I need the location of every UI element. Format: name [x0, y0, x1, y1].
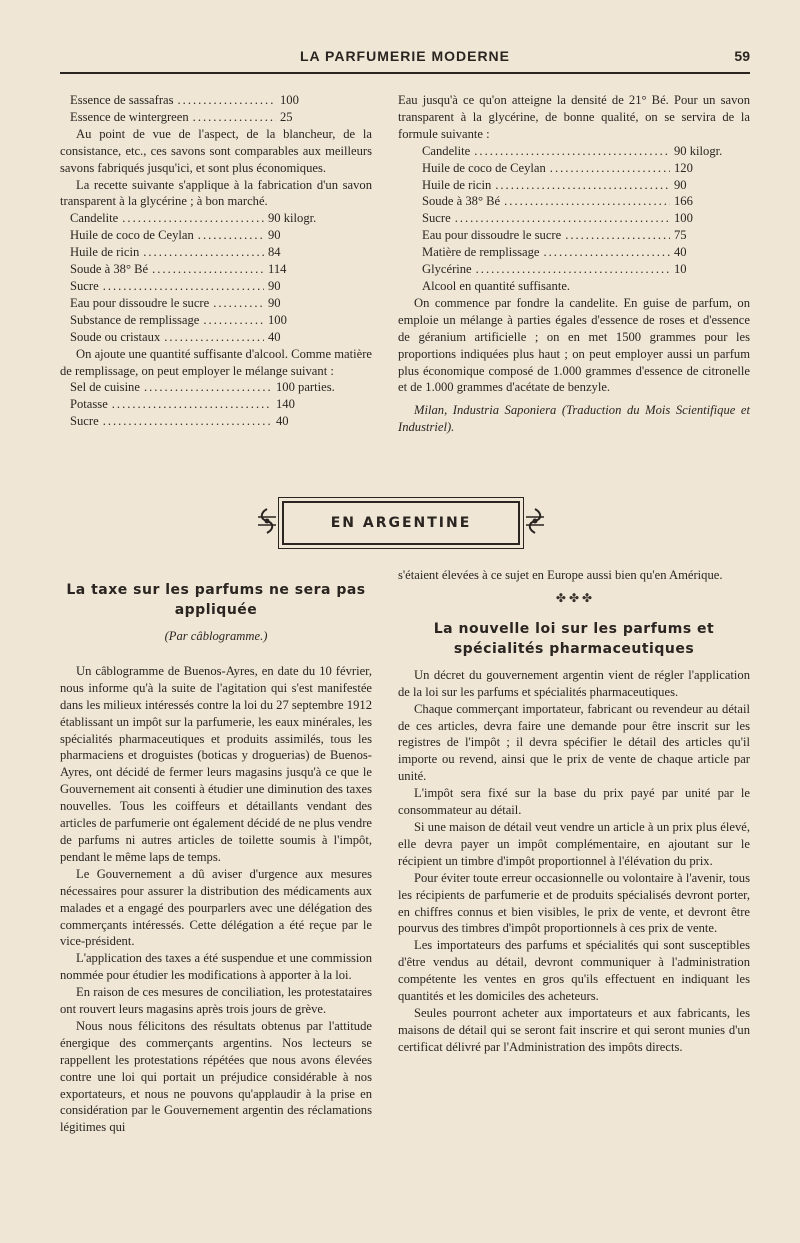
recipe-row: Sucre ..... 100	[398, 210, 722, 227]
recipe-row: Sucre ..... 40	[60, 413, 344, 430]
recipe-row: Potasse ..... 140	[60, 396, 344, 413]
separator-ornament: ✤ ✤ ✤	[555, 590, 593, 605]
paragraph: Le Gouvernement a dû aviser d'urgence aux mesures nécessaires pour assurer la distribution des médicaments aux malades et a engagé des pourparlers avec une délégation des commerçants intéressés. Cette délégation a été reçue par le vice-président.	[60, 866, 372, 949]
paragraph: On ajoute une quantité suffisante d'alcool. Comme matière de remplissage, on peut employer le mélange suivant :	[60, 346, 372, 378]
ornament-right-icon	[524, 507, 546, 535]
source-citation: Milan, Industria Saponiera (Traduction du Mois Scientifique et Industriel).	[398, 403, 750, 435]
recipe-row: Matière de remplissage ..... 40	[398, 244, 722, 261]
journal-title: LA PARFUMERIE MODERNE	[300, 48, 510, 64]
banner-frame	[282, 501, 520, 545]
column-left-top	[60, 92, 372, 430]
running-header	[60, 48, 750, 74]
recipe-row: Soude à 38° Bé ..... 114	[60, 261, 328, 278]
column-left-bottom	[60, 580, 372, 1136]
paragraph: Pour éviter toute erreur occasionnelle ou volontaire à l'avenir, tous les récipients de parfumerie et de produits spécialisés devront porter, en chiffres connus et bien visibles, le prix de vente, et devront être pourvus des timbres d'impôt proportionnels à ces prix de vente.	[398, 870, 750, 936]
recipe-row: Huile de ricin ..... 84	[60, 244, 328, 261]
ornament-left-icon	[256, 507, 278, 535]
recipe-row: Soude ou cristaux ..... 40	[60, 329, 328, 346]
article-title: La nouvelle loi sur les parfums et spécialités pharmaceutiques	[433, 620, 715, 657]
recipe-row: Sel de cuisine ..... 100 parties.	[60, 379, 344, 396]
paragraph: On commence par fondre la candelite. En guise de parfum, on emploie un mélange à parties égales d'essence de roses et d'essence de géranium artificielle ; on en met 1500 grammes pour les proportions indiquées plus haut ; on peut employer aussi un parfum plus économique composé de 1.000 grammes d'essence de citronelle et de 1.000 grammes d'acétate de benzyle.	[398, 295, 750, 395]
paragraph: L'application des taxes a été suspendue et une commission nommée pour étudier les modifications à apporter à la loi.	[60, 951, 372, 983]
recipe-row: Sucre ..... 90	[60, 278, 328, 295]
recipe-row: Essence de wintergreen ..... 25	[60, 109, 310, 126]
paragraph: Nous nous félicitons des résultats obtenus par l'attitude énergique des commerçants argentins. Nos lecteurs se rappellent les protestations répétées que nous avons élevées contre une loi qui portait un préjudice considérable à nos exportateurs, et nous ne pouvons qu'applaudir à la prise en considération par le Gouvernement argentin des réclamations légitimes qui	[60, 1018, 372, 1135]
page-number: 59	[734, 48, 750, 64]
article-byline: (Par câblogramme.)	[164, 629, 268, 643]
paragraph: Seules pourront acheter aux importateurs et aux fabricants, les maisons de détail qui se seront fait inscrire et qui seront munies d'un certificat délivré par l'Administration des impôts directs.	[398, 1005, 750, 1054]
paragraph-continuation: s'étaient élevées à ce sujet en Europe aussi bien qu'en Amérique.	[398, 568, 723, 582]
paragraph: La recette suivante s'applique à la fabrication d'un savon transparent à la glycérine ; à bon marché.	[60, 177, 372, 209]
recipe-row: Huile de coco de Ceylan ..... 120	[398, 160, 722, 177]
header-rule	[60, 72, 750, 74]
recipe-row: Huile de coco de Ceylan ..... 90	[60, 227, 328, 244]
paragraph: Au point de vue de l'aspect, de la blancheur, de la consistance, etc., ces savons sont comparables aux meilleurs savons fabriqués jusqu'ici, et sont plus économiques.	[60, 126, 372, 175]
recipe-note: Alcool en quantité suffisante.	[422, 278, 571, 293]
recipe-row: Eau pour dissoudre le sucre ..... 90	[60, 295, 328, 312]
paragraph: Un câblogramme de Buenos-Ayres, en date du 10 février, nous informe qu'à la suite de l'agitation qui s'est manifestée dans les milieux intéressés contre la loi du 27 septembre 1912 établissant un impôt sur la parfumerie, les eaux minérales, les spécialités pharmaceutiques et produits assimilés, tous les pharmaciens et droguistes (boticas y droguerias) de Buenos-Ayres, ont décidé de fermer leurs magasins jusqu'à ce que le Gouvernement ait consenti à étudier une diminution des taxes nouvelles. Tous les coiffeurs et détaillants vendant des articles de parfumerie ont également décidé de ne plus vendre de parfums ni autres articles de toilette soumis à l'impôt, pendant le même laps de temps.	[60, 663, 372, 864]
recipe-row: Substance de remplissage ..... 100	[60, 312, 328, 329]
section-banner	[256, 497, 546, 549]
paragraph: Les importateurs des parfums et spécialités qui sont susceptibles d'être vendus au détail, devront communiquer à l'administration compétente les ventes en gros qu'ils effectuent en indiquant les quantités et les domiciles des acheteurs.	[398, 938, 750, 1004]
recipe-row: Candelite ..... 90 kilogr.	[60, 210, 328, 227]
recipe-row: Eau pour dissoudre le sucre ..... 75	[398, 227, 722, 244]
paragraph: Un décret du gouvernement argentin vient de régler l'application de la loi sur les parfums et spécialités pharmaceutiques.	[398, 667, 750, 699]
paragraph: Eau jusqu'à ce qu'on atteigne la densité de 21° Bé. Pour un savon transparent à la glycérine, de bonne qualité, on se servira de la formule suivante :	[398, 93, 750, 141]
paragraph: Chaque commerçant importateur, fabricant ou revendeur au détail de ces articles, devra faire une demande pour être inscrit sur les registres de l'impôt ; il devra spécifier le détail des articles qu'il importe ou revend, ainsi que le prix de vente de chaque article par unité.	[398, 701, 750, 784]
recipe-row: Soude à 38° Bé ..... 166	[398, 193, 722, 210]
paragraph: En raison de ces mesures de conciliation, les protestataires ont rouvert leurs magasins après trois jours de grève.	[60, 985, 372, 1017]
column-right-bottom	[398, 567, 750, 1056]
article-title: La taxe sur les parfums ne sera pas appliquée	[66, 582, 366, 618]
recipe-row: Huile de ricin ..... 90	[398, 177, 722, 194]
paragraph: L'impôt sera fixé sur la base du prix payé par unité par le consommateur au détail.	[398, 786, 750, 818]
section-title: EN ARGENTINE	[330, 515, 472, 531]
column-right-top	[398, 92, 750, 436]
recipe-row: Candelite ..... 90 kilogr.	[398, 143, 722, 160]
paragraph: Si une maison de détail veut vendre un article à un prix plus élevé, elle devra payer un impôt complémentaire, en ajoutant sur le récipient un timbre d'impôt proportionnel à l'élévation du prix.	[398, 819, 750, 868]
recipe-row: Essence de sassafras ..... 100	[60, 92, 310, 109]
recipe-row: Glycérine ..... 10	[398, 261, 722, 278]
